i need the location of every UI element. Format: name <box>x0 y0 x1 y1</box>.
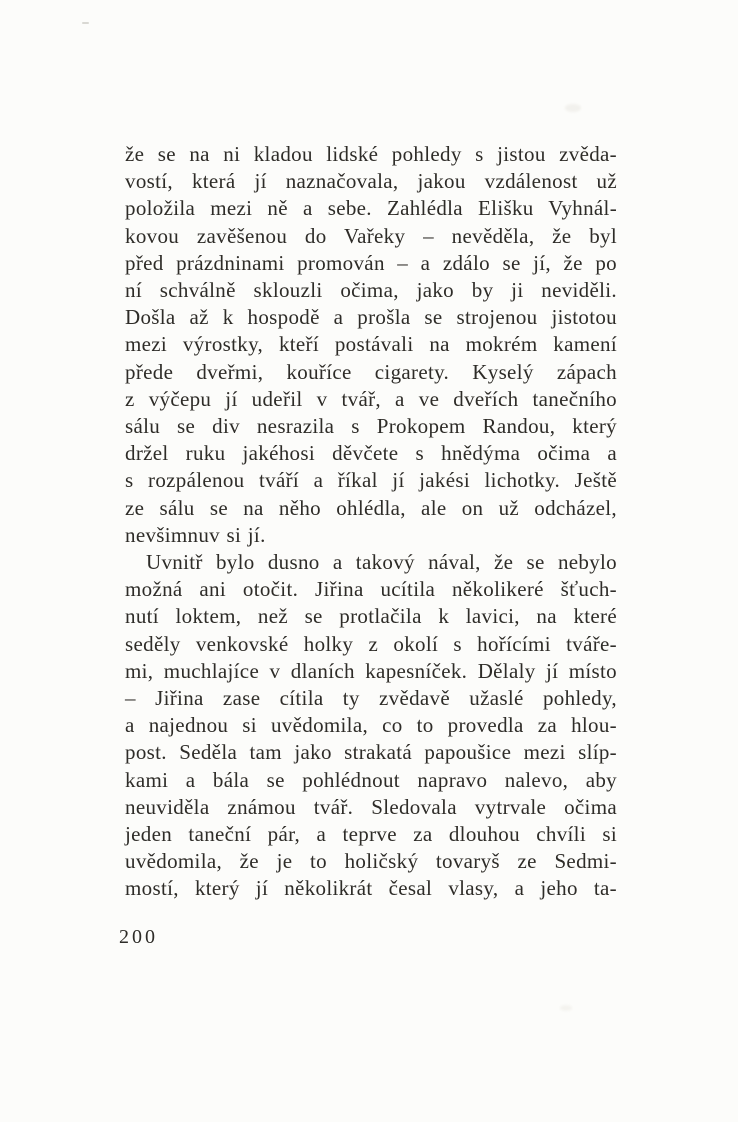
text-line: možná ani otočit. Jiřina ucítila několikeré šťuch- <box>125 577 617 602</box>
text-block <box>125 141 617 903</box>
text-line: neuviděla známou tvář. Sledovala vytrvale očima <box>125 794 617 819</box>
text-line: držel ruku jakéhosi děvčete s hnědýma očima a <box>125 441 617 466</box>
text-line: že se na ni kladou lidské pohledy s jistou zvěda- <box>125 142 617 166</box>
scan-speck <box>82 22 89 24</box>
text-line: mi, muchlajíce v dlaních kapesníček. Dělaly jí místo <box>125 658 617 683</box>
text-line: položila mezi ně a sebe. Zahlédla Elišku Vyhnál- <box>125 196 617 221</box>
text-line: s rozpálenou tváří a říkal jí jakési lichotky. Ještě <box>125 468 617 493</box>
scan-speck <box>565 104 581 112</box>
text-line: Došla až k hospodě a prošla se strojenou jistotou <box>125 305 617 330</box>
text-line: Uvnitř bylo dusno a takový nával, že se nebylo <box>146 550 617 575</box>
text-line: uvědomila, že je to holičský tovaryš ze Sedmi- <box>125 849 617 874</box>
text-line: přede dveřmi, kouříce cigarety. Kyselý zápach <box>125 359 617 384</box>
text-line: sálu se div nesrazila s Prokopem Randou, který <box>125 414 617 439</box>
text-line: před prázdninami promován – a zdálo se jí, že po <box>125 250 617 275</box>
text-line: vostí, která jí naznačovala, jakou vzdálenost už <box>125 169 617 194</box>
text-line: a najednou si uvědomila, co to provedla za hlou- <box>125 713 617 738</box>
text-line: – Jiřina zase cítila ty zvědavě užaslé pohledy, <box>125 686 617 711</box>
text-line: z výčepu jí udeřil v tvář, a ve dveřích tanečního <box>125 386 617 411</box>
text-line: kami a bála se pohlédnout napravo nalevo, aby <box>125 767 617 792</box>
text-line: post. Seděla tam jako strakatá papoušice mezi slíp- <box>125 740 617 765</box>
page-number: 200 <box>119 926 158 948</box>
text-line: mezi výrostky, kteří postávali na mokrém kamení <box>125 332 617 357</box>
text-line: ní schválně sklouzli očima, jako by ji neviděli. <box>125 278 617 303</box>
text-line: kovou zavěšenou do Vařeky – nevěděla, že byl <box>125 223 617 248</box>
text-line: nevšimnuv si jí. <box>125 522 266 547</box>
text-line: ze sálu se na něho ohlédla, ale on už odcházel, <box>125 495 617 520</box>
text-line: nutí loktem, než se protlačila k lavici, na které <box>125 604 617 629</box>
text-line: seděly venkovské holky z okolí s hořícími tváře- <box>125 631 617 656</box>
scan-speck <box>560 1005 572 1011</box>
text-line: jeden taneční pár, a teprve za dlouhou chvíli si <box>125 822 617 847</box>
text-line: mostí, který jí několikrát česal vlasy, a jeho ta- <box>125 876 617 901</box>
